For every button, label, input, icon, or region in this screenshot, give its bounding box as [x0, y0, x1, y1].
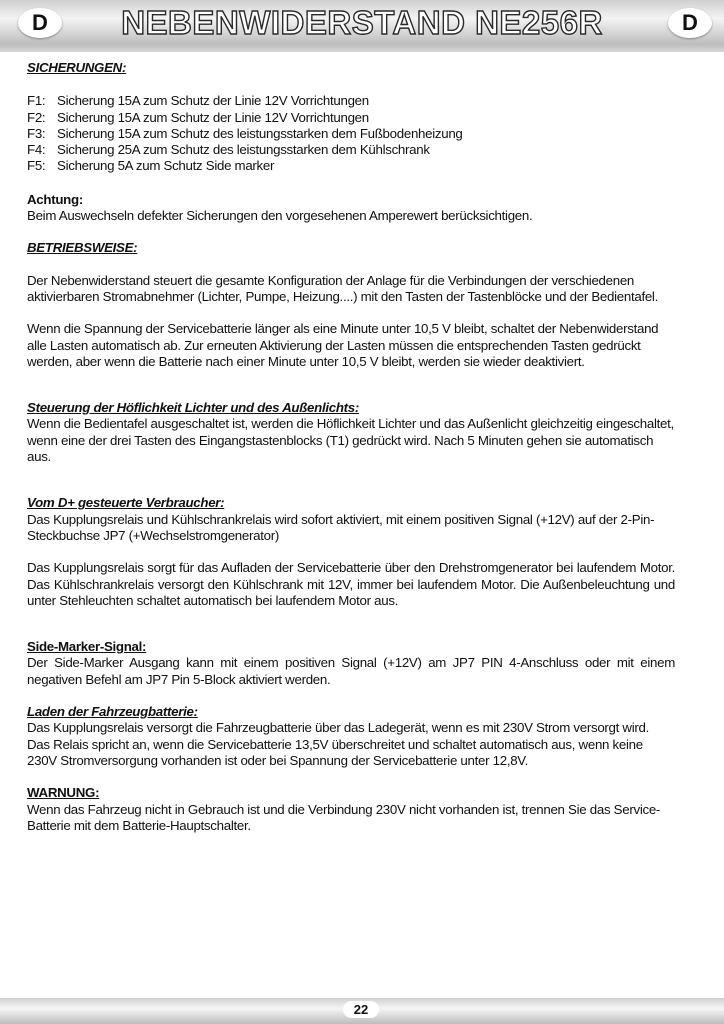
section-heading-sicherungen: SICHERUNGEN: — [27, 60, 127, 75]
fuse-text: Sicherung 25A zum Schutz des leistungsstarken dem Kühlschrank — [57, 142, 430, 158]
fuse-id: F3: — [27, 125, 46, 141]
paragraph: Der Nebenwiderstand steuert die gesamte Konfiguration der Anlage für die Verbindungen der verschiedenen aktivierbaren Stromabnehmer (Lichter, Pumpe, Heizung....) mit den Tasten der Tastenblöcke und der Bedientafel. — [27, 272, 658, 304]
fuse-id: F5: — [27, 158, 46, 174]
attention-heading: Achtung: — [27, 191, 83, 207]
fuse-item — [27, 158, 675, 174]
section-heading-laden: Laden der Fahrzeugbatterie: — [27, 704, 198, 720]
fuse-id: F4: — [27, 142, 46, 158]
language-badge-right: D — [668, 8, 712, 38]
fuse-item — [27, 142, 675, 158]
fuse-text: Sicherung 5A zum Schutz Side marker — [57, 158, 275, 174]
paragraph: Das Kupplungsrelais sorgt für das Aufladen der Servicebatterie über den Drehstromgenerator bei laufendem Motor. Das Kühlschrankrelais versorgt den Kühlschrank mit 12V, immer bei laufendem Motor. Die Außenbeleuchtung und unter Stehleuchten schaltet automatisch bei laufendem Motor aus. — [27, 560, 675, 608]
page-footer — [0, 998, 724, 1024]
paragraph: Das Kupplungsrelais und Kühlschrankrelais wird sofort aktiviert, mit einem positiven Signal (+12V) auf der 2-Pin-Steckbuchse JP7 (+Wechselstromgenerator) — [27, 511, 655, 543]
paragraph: Der Side-Marker Ausgang kann mit einem positiven Signal (+12V) am JP7 PIN 4-Anschluss oder mit einem negativen Befehl am JP7 Pin 5-Block aktiviert werden. — [27, 655, 675, 687]
fuse-id: F2: — [27, 109, 46, 125]
fuse-text: Sicherung 15A zum Schutz der Linie 12V Vorrichtungen — [57, 109, 369, 125]
document-body — [27, 60, 675, 834]
attention-text: Beim Auswechseln defekter Sicherungen den vorgesehenen Amperewert berücksichtigen. — [27, 208, 533, 224]
paragraph: Das Kupplungsrelais versorgt die Fahrzeugbatterie über das Ladegerät, wenn es mit 230V Strom versorgt wird. — [27, 720, 650, 736]
section-heading-betriebsweise: BETRIEBSWEISE: — [27, 240, 138, 256]
fuse-item — [27, 93, 675, 109]
fuse-item — [27, 126, 675, 142]
paragraph: Wenn die Bedientafel ausgeschaltet ist, werden die Höflichkeit Lichter und das Außenlicht gleichzeitig eingeschaltet, wenn eine der drei Tasten des Eingangstastenblocks (T1) gedrückt wird. Nach 5 Minuten gehen sie automatisch aus. — [27, 416, 674, 465]
section-heading-vom-d: Vom D+ gesteuerte Verbraucher: — [27, 495, 225, 511]
section-heading-side-marker: Side-Marker-Signal: — [27, 639, 147, 655]
page-number: 22 — [343, 1001, 379, 1018]
fuse-text: Sicherung 15A zum Schutz der Linie 12V Vorrichtungen — [57, 93, 369, 109]
fuse-item — [27, 110, 675, 126]
paragraph: Das Relais spricht an, wenn die Servicebatterie 13,5V überschreitet und schaltet automatisch aus, wenn keine 230V Stromversorgung vorhanden ist oder bei Spannung der Servicebatterie unter 12,8V. — [27, 736, 643, 768]
fuse-list — [27, 93, 675, 174]
section-heading-warnung: WARNUNG: — [27, 785, 100, 801]
paragraph: Wenn das Fahrzeug nicht in Gebrauch ist und die Verbindung 230V nicht vorhanden ist, trennen Sie das Service-Batterie mit dem Batterie-Hauptschalter. — [27, 801, 661, 833]
paragraph: Wenn die Spannung der Servicebatterie länger als eine Minute unter 10,5 V bleibt, schaltet der Nebenwiderstand alle Lasten automatisch ab. Zur erneuten Aktivierung der Lasten müssen die entsprechenden Tasten gedrückt werden, aber wenn die Batterie nach einer Minute unter 10,5 V bleibt, werden sie wieder deaktiviert. — [27, 321, 659, 369]
page-title: NEBENWIDERSTAND NE256R — [121, 4, 603, 41]
language-badge-left: D — [18, 8, 62, 38]
page-header — [0, 0, 724, 52]
fuse-text: Sicherung 15A zum Schutz des leistungsstarken dem Fußbodenheizung — [57, 125, 463, 141]
section-heading-steuerung: Steuerung der Höflichkeit Lichter und des Außenlichts: — [27, 400, 360, 416]
fuse-id: F1: — [27, 93, 46, 109]
